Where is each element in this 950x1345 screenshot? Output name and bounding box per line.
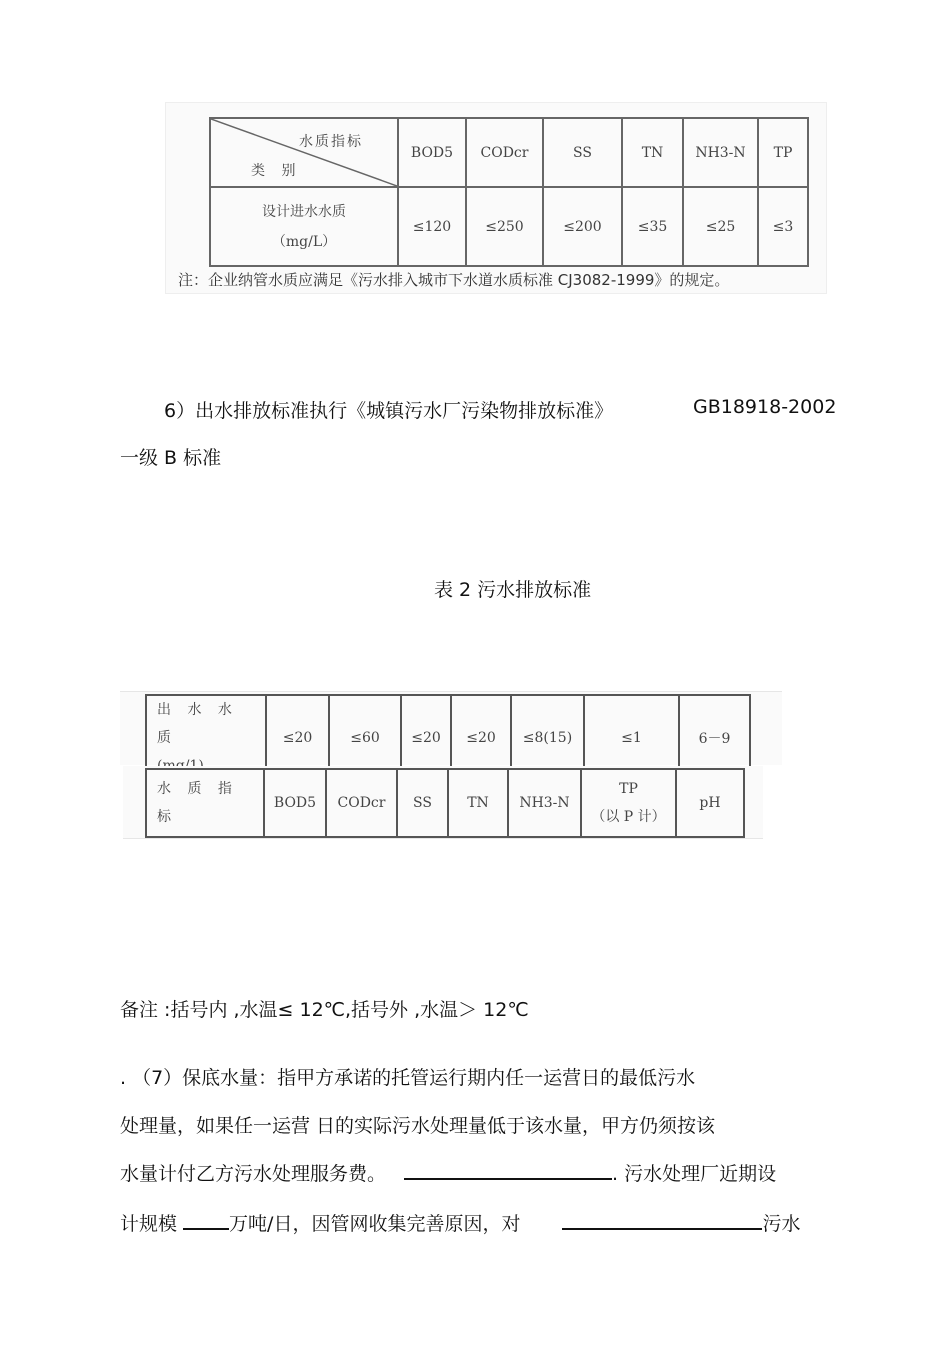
para7-line2: 处理量，如果任一运营 日的实际污水处理量低于该水量，甲方仍须按该 <box>120 1115 716 1137</box>
col-header: pH <box>676 769 744 837</box>
table-cell: ≤1 <box>584 695 679 781</box>
row-label-line1: 出 水 水 质 <box>157 702 238 746</box>
para7-line4 <box>120 1209 800 1236</box>
para7-line3-a: 水量计付乙方污水处理服务费。 <box>120 1163 387 1185</box>
table1-scan <box>165 102 827 294</box>
table-cell: ≤3 <box>758 187 808 266</box>
col-header: BOD5 <box>264 769 326 837</box>
fill-blank[interactable] <box>183 1210 229 1230</box>
para6-text-b: GB18918-2002 <box>693 396 837 418</box>
table2-caption: 表 2 污水排放标准 <box>434 579 592 601</box>
col-header: CODcr <box>466 118 543 187</box>
table-cell: ≤200 <box>543 187 622 266</box>
col-header: CODcr <box>326 769 397 837</box>
table-cell: ≤120 <box>398 187 466 266</box>
col-header: SS <box>397 769 448 837</box>
row-label-line2: （mg/L） <box>271 233 337 250</box>
col-header: NH3-N <box>683 118 758 187</box>
table-cell: 6－9 <box>679 695 750 781</box>
diagonal-line <box>211 119 397 186</box>
table1-note: 注：企业纳管水质应满足《污水排入城市下水道水质标准 CJ3082-1999》的规定。 <box>178 271 730 289</box>
col-header-tp <box>581 769 676 837</box>
row-label <box>210 187 398 266</box>
fill-blank[interactable] <box>562 1210 762 1230</box>
fill-blank[interactable] <box>404 1160 612 1180</box>
tp-label: TP <box>619 781 638 797</box>
remark-text: 备注 :括号内 ,水温≤ 12℃,括号外 ,水温＞ 12℃ <box>120 999 529 1021</box>
para7-line4-a: 计规模 <box>120 1213 184 1235</box>
para7-line4-c: 污水 <box>762 1213 801 1235</box>
table-cell: ≤250 <box>466 187 543 266</box>
table-cell: ≤60 <box>329 695 401 781</box>
para7-line3-b: . 污水处理厂近期设 <box>612 1163 777 1185</box>
diag-header-bottom: 类 别 <box>251 163 302 179</box>
table-cell: ≤20 <box>401 695 451 781</box>
row-label: 水 质 指 标 <box>146 769 264 837</box>
table-cell: ≤25 <box>683 187 758 266</box>
table-cell: ≤8(15) <box>511 695 584 781</box>
col-header: SS <box>543 118 622 187</box>
col-header: BOD5 <box>398 118 466 187</box>
para7-line1: . （7）保底水量：指甲方承诺的托管运行期内任一运营日的最低污水 <box>120 1067 696 1089</box>
para6-text-c: 一级 B 标准 <box>120 447 222 469</box>
diag-header-top: 水质指标 <box>299 134 363 150</box>
col-header: TN <box>448 769 508 837</box>
row-label-line1: 设计进水水质 <box>262 203 346 220</box>
para7-line4-b: 万吨/日，因管网收集完善原因，对 <box>229 1213 521 1235</box>
col-header: NH3-N <box>508 769 581 837</box>
tp-sub-label: （以 P 计） <box>591 809 666 825</box>
col-header: TN <box>622 118 683 187</box>
para6-text-a: 6）出水排放标准执行《城镇污水厂污染物排放标准》 <box>164 400 614 422</box>
col-header: TP <box>758 118 808 187</box>
influent-quality-table <box>209 117 809 267</box>
table2-scan-bottom <box>123 766 763 839</box>
table2-scan-top <box>120 691 782 765</box>
table-cell: ≤35 <box>622 187 683 266</box>
table-cell: ≤20 <box>266 695 329 781</box>
diagonal-header-cell <box>210 118 398 187</box>
para7-line3 <box>120 1159 776 1186</box>
effluent-indicator-table <box>145 768 745 838</box>
table-cell: ≤20 <box>451 695 511 781</box>
